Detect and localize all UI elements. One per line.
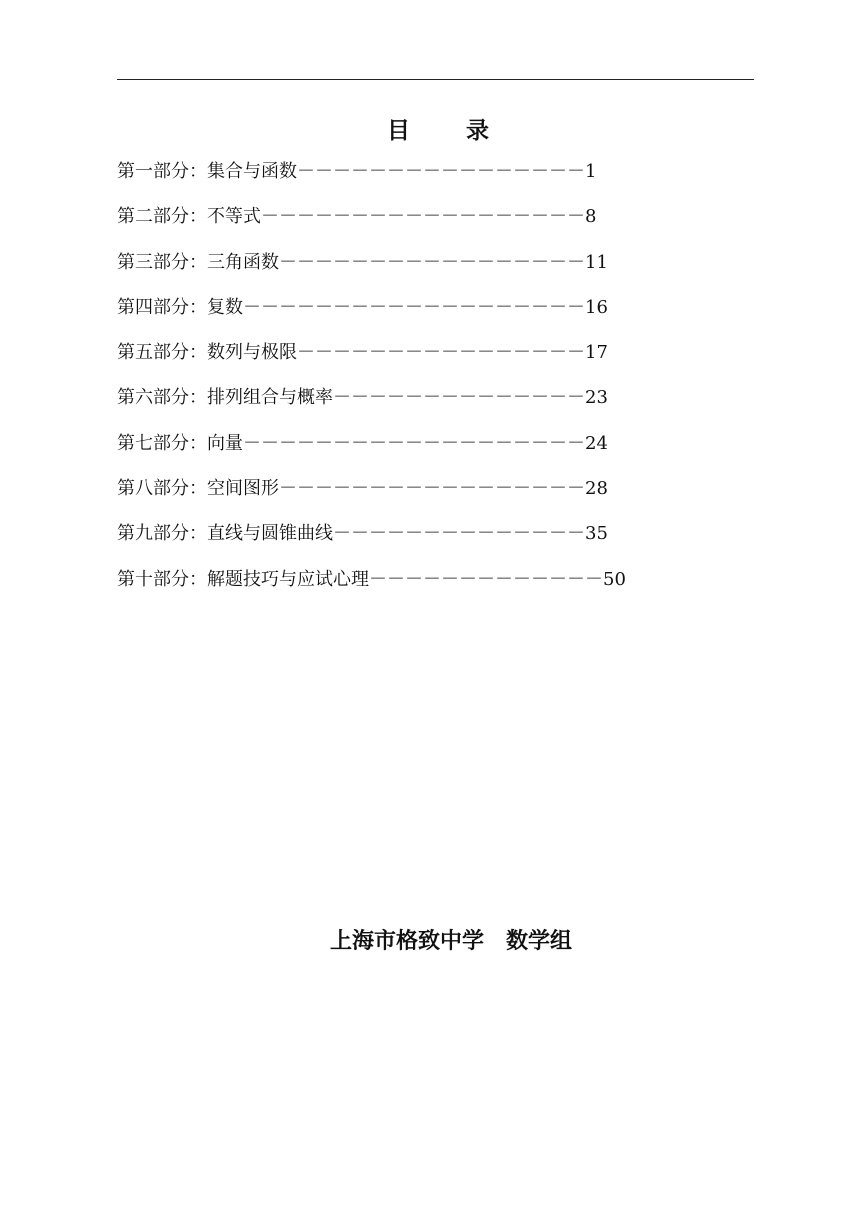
toc-page-number: 8: [585, 206, 597, 228]
toc-page-number: 35: [585, 523, 608, 545]
toc-section-label: 第九部分：: [117, 523, 207, 545]
toc-section-name: 排列组合与概率: [207, 387, 333, 409]
toc-leader: －－－－－－－－－－－－－－－－－－－: [243, 296, 585, 318]
toc-entry[interactable]: [117, 158, 626, 203]
toc-entry[interactable]: [117, 475, 626, 520]
toc-section-name: 复数: [207, 296, 243, 318]
toc-page-number: 1: [585, 161, 597, 182]
toc-entry[interactable]: [117, 566, 626, 611]
toc-section-name: 不等式: [207, 206, 261, 228]
toc-page-number: 24: [585, 432, 608, 454]
toc-page-number: 23: [585, 387, 608, 409]
toc-section-name: 向量: [207, 432, 243, 454]
toc-leader: －－－－－－－－－－－－－－: [333, 523, 585, 545]
toc-entry[interactable]: [117, 520, 626, 565]
toc-entry[interactable]: [117, 203, 626, 248]
toc-leader: －－－－－－－－－－－－－－: [333, 387, 585, 409]
toc-section-name: 解题技巧与应试心理: [207, 568, 369, 590]
author-organization: 上海市格致中学 数学组: [330, 928, 573, 954]
toc-leader: －－－－－－－－－－－－－－－－－－－: [243, 432, 585, 454]
toc-leader: －－－－－－－－－－－－－－－－－－: [261, 206, 585, 228]
toc-section-label: 第六部分：: [117, 387, 207, 409]
toc-section-name: 空间图形: [207, 478, 279, 500]
toc-entry[interactable]: [117, 430, 626, 475]
toc-leader: －－－－－－－－－－－－－: [369, 568, 603, 590]
toc-section-label: 第一部分：: [117, 161, 207, 182]
toc-section-label: 第七部分：: [117, 432, 207, 454]
table-of-contents: [117, 158, 626, 611]
toc-page-number: 50: [603, 568, 626, 590]
toc-section-name: 集合与函数: [207, 161, 297, 182]
toc-leader: －－－－－－－－－－－－－－－－－: [279, 251, 585, 273]
toc-section-name: 直线与圆锥曲线: [207, 523, 333, 545]
toc-leader: －－－－－－－－－－－－－－－－: [297, 161, 585, 182]
toc-page-number: 16: [585, 296, 608, 318]
toc-leader: －－－－－－－－－－－－－－－－－: [279, 478, 585, 500]
toc-section-label: 第五部分：: [117, 342, 207, 364]
toc-section-label: 第二部分：: [117, 206, 207, 228]
toc-leader: －－－－－－－－－－－－－－－－: [297, 342, 585, 364]
header-rule: [117, 79, 754, 80]
page-title-right: 录: [466, 117, 489, 144]
toc-entry[interactable]: [117, 249, 626, 294]
toc-page-number: 28: [585, 478, 608, 500]
toc-entry[interactable]: [117, 384, 626, 429]
toc-section-name: 三角函数: [207, 251, 279, 273]
toc-section-label: 第四部分：: [117, 296, 207, 318]
toc-section-label: 第三部分：: [117, 251, 207, 273]
toc-entry[interactable]: [117, 294, 626, 339]
page-title: [8, 112, 860, 145]
toc-entry[interactable]: [117, 339, 626, 384]
toc-section-label: 第十部分：: [117, 568, 207, 590]
toc-section-label: 第八部分：: [117, 478, 207, 500]
toc-page-number: 11: [585, 251, 608, 273]
page-title-left: 目: [387, 117, 410, 144]
toc-page-number: 17: [585, 342, 608, 364]
toc-section-name: 数列与极限: [207, 342, 297, 364]
